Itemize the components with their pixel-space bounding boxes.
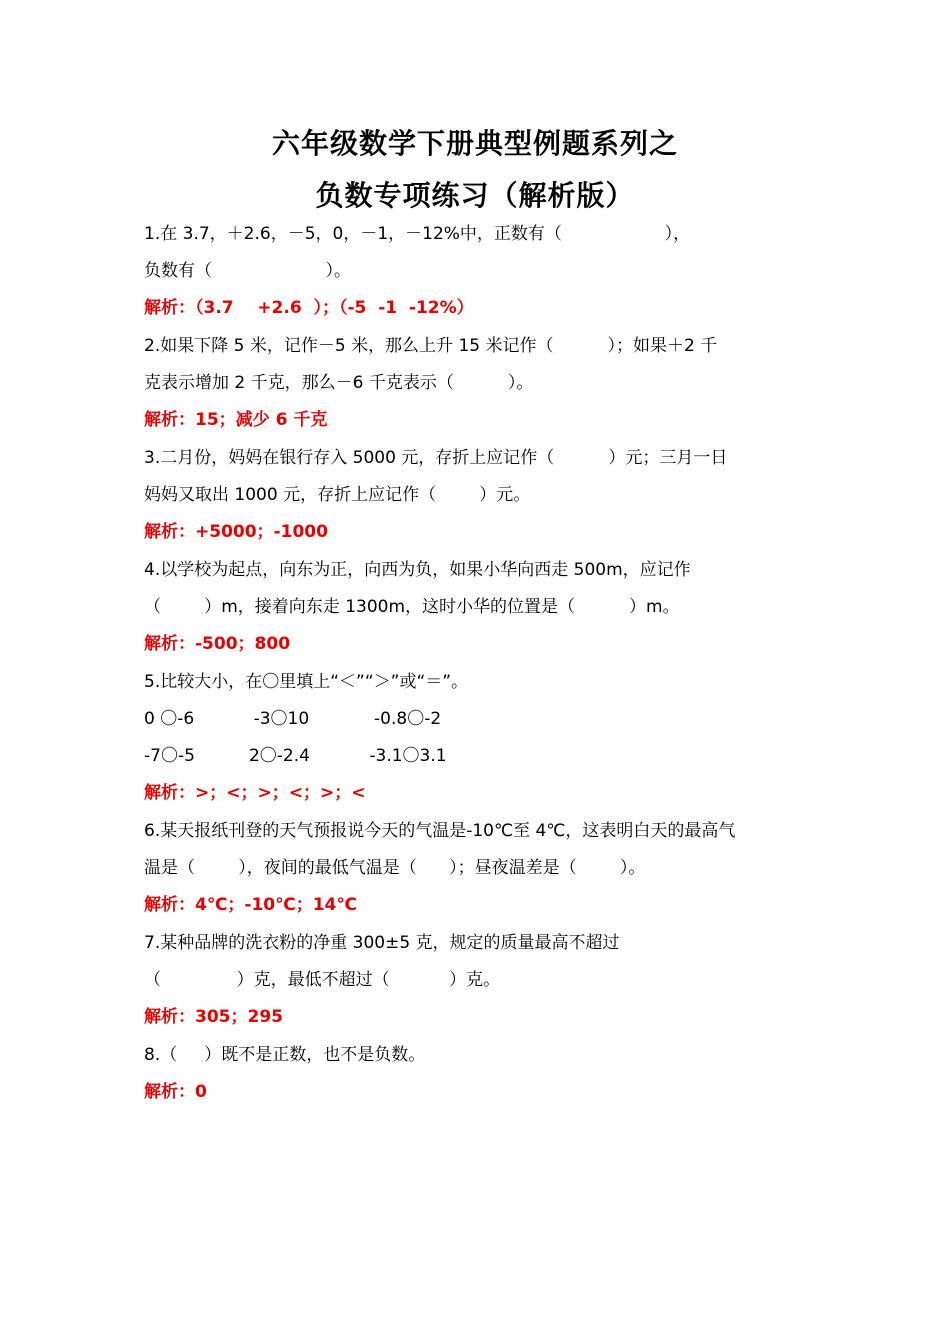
question-3-line-2: 妈妈又取出 1000 元，存折上应记作（ ）元。: [144, 485, 531, 505]
question-7-line-2: （ ）克，最低不超过（ ）克。: [144, 970, 501, 990]
question-1-line-1: 1.在 3.7，＋2.6，－5，0，－1，－12%中，正数有（ ），: [144, 224, 691, 244]
answer-5: 解析：>；<；>；<；>；<: [144, 783, 366, 803]
document-title-line-1: 六年级数学下册典型例题系列之: [271, 127, 678, 160]
question-5-compare-row-2: -7〇-5 2〇-2.4 -3.1〇3.1: [144, 746, 447, 766]
question-8-line-1: 8.（ ）既不是正数，也不是负数。: [144, 1045, 426, 1065]
answer-6: 解析：4℃；-10℃；14℃: [144, 895, 357, 915]
document-title-line-2: 负数专项练习（解析版）: [315, 179, 635, 212]
question-6-line-2: 温是（ ），夜间的最低气温是（ ）；昼夜温差是（ ）。: [144, 858, 646, 878]
question-2-line-1: 2.如果下降 5 米，记作－5 米，那么上升 15 米记作（ ）；如果＋2 千: [144, 336, 718, 356]
question-1-line-2: 负数有（ ）。: [144, 261, 351, 281]
answer-4: 解析：-500；800: [144, 634, 291, 654]
question-5-line-1: 5.比较大小，在〇里填上“＜”“＞”或“＝”。: [144, 672, 469, 692]
answer-3: 解析：+5000；-1000: [144, 522, 328, 542]
question-7-line-1: 7.某种品牌的洗衣粉的净重 300±5 克，规定的质量最高不超过: [144, 933, 620, 953]
answer-1: 解析：（3.7 +2.6 ）；（-5 -1 -12%）: [144, 298, 474, 318]
question-6-line-1: 6.某天报纸刊登的天气预报说今天的气温是-10℃至 4℃，这表明白天的最高气: [144, 821, 736, 841]
question-3-line-1: 3.二月份，妈妈在银行存入 5000 元，存折上应记作（ ）元；三月一日: [144, 448, 728, 468]
answer-2: 解析：15；减少 6 千克: [144, 410, 328, 430]
question-4-line-2: （ ）m，接着向东走 1300m，这时小华的位置是（ ）m。: [144, 597, 680, 617]
answer-8: 解析：0: [144, 1082, 207, 1102]
question-2-line-2: 克表示增加 2 千克，那么－6 千克表示（ ）。: [144, 373, 534, 393]
question-4-line-1: 4.以学校为起点，向东为正，向西为负，如果小华向西走 500m，应记作: [144, 560, 691, 580]
question-5-compare-row-1: 0 〇-6 -3〇10 -0.8〇-2: [144, 709, 442, 729]
answer-7: 解析：305；295: [144, 1007, 283, 1027]
